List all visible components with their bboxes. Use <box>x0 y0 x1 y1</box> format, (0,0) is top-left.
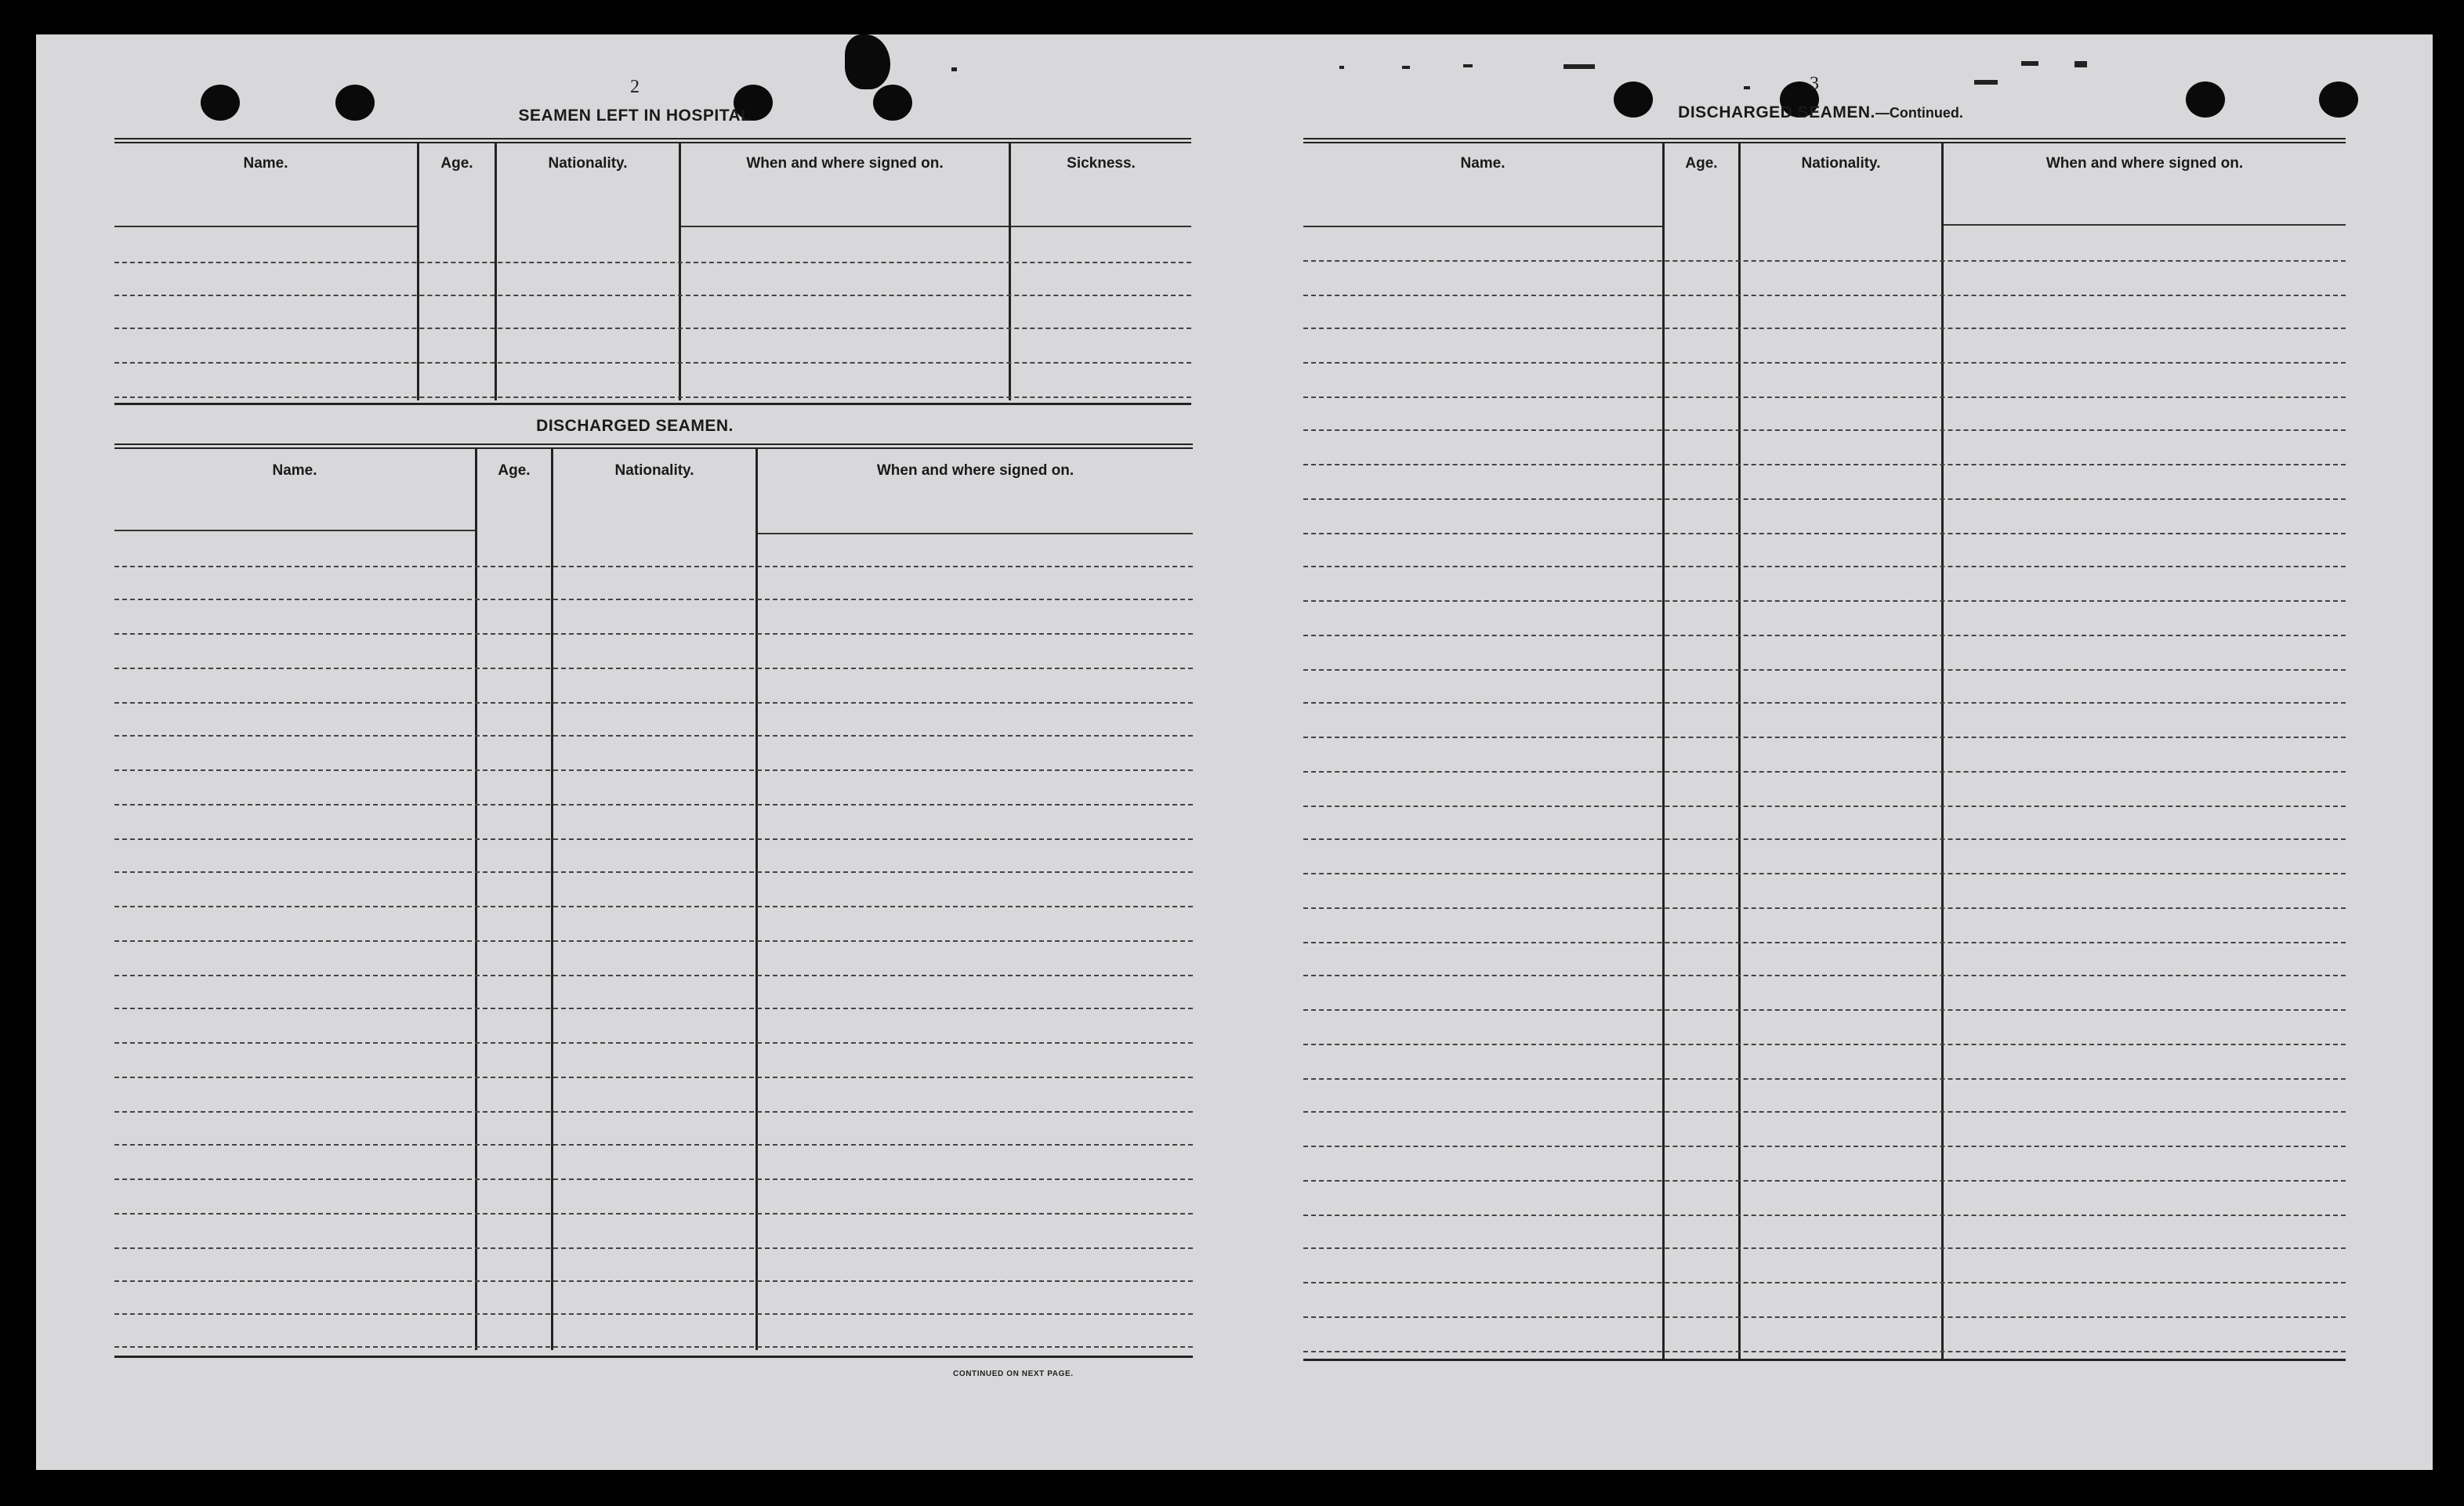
header-underline <box>114 530 475 531</box>
punch-hole <box>2186 81 2225 118</box>
page-number: 3 <box>1810 74 1819 94</box>
column-header-age: Age. <box>1685 155 1718 172</box>
entry-line <box>114 262 1191 263</box>
column-header-signed-on: When and where signed on. <box>746 155 944 172</box>
ink-speck <box>1463 64 1473 67</box>
table-top-rule <box>114 138 1191 143</box>
entry-line <box>1303 1282 2346 1283</box>
entry-line <box>114 1111 1193 1113</box>
column-divider <box>756 449 758 1350</box>
table-top-rule <box>1303 138 2346 143</box>
ink-speck <box>1974 80 1998 85</box>
column-header-name: Name. <box>1460 155 1506 172</box>
entry-line <box>1303 942 2346 943</box>
entry-line <box>114 396 1191 398</box>
hospital-table <box>114 138 1191 442</box>
entry-line <box>1303 396 2346 398</box>
punch-hole <box>2319 81 2358 118</box>
entry-line <box>114 1280 1193 1282</box>
entry-line <box>1303 328 2346 329</box>
continued-note: CONTINUED ON NEXT PAGE. <box>953 1370 1074 1378</box>
header-underline <box>758 533 1193 534</box>
punch-hole <box>335 85 375 121</box>
header-underline <box>1303 226 1662 227</box>
left-page <box>36 34 1234 1470</box>
entry-line <box>1303 533 2346 534</box>
entry-line <box>114 1144 1193 1146</box>
section-title-discharged-continued <box>1678 103 1963 122</box>
entry-line <box>1303 771 2346 773</box>
entry-line <box>1303 635 2346 636</box>
header-underline <box>681 226 1191 227</box>
entry-line <box>1303 1111 2346 1113</box>
column-header-name: Name. <box>243 155 288 172</box>
table-bottom-rule <box>114 403 1191 405</box>
entry-line <box>114 668 1193 669</box>
ink-speck <box>2021 61 2038 66</box>
entry-line <box>114 328 1191 329</box>
entry-line <box>114 838 1193 840</box>
entry-line <box>114 1042 1193 1044</box>
entry-line <box>1303 295 2346 296</box>
column-divider <box>1738 143 1741 1361</box>
entry-line <box>114 702 1193 704</box>
torn-edge-mark <box>845 34 890 89</box>
table-bottom-rule <box>1303 1359 2346 1361</box>
column-divider <box>1941 143 1944 1361</box>
entry-line <box>114 362 1191 364</box>
ink-speck <box>1744 86 1750 89</box>
entry-line <box>1303 669 2346 671</box>
entry-line <box>1303 429 2346 431</box>
entry-line <box>1303 805 2346 807</box>
column-divider <box>551 449 553 1350</box>
entry-line <box>114 1313 1193 1315</box>
ledger-sheet <box>36 34 2433 1470</box>
column-header-name: Name. <box>272 462 317 479</box>
section-title-suffix: —Continued. <box>1875 105 1963 121</box>
entry-line <box>114 295 1191 296</box>
ink-speck <box>1402 66 1410 69</box>
ink-speck <box>2074 61 2087 67</box>
punch-hole <box>201 85 240 121</box>
column-header-nationality: Nationality. <box>1801 155 1881 172</box>
entry-line <box>1303 1180 2346 1182</box>
table-top-rule <box>114 443 1193 449</box>
entry-line <box>114 1008 1193 1009</box>
header-underline <box>1944 224 2346 226</box>
column-header-nationality: Nationality. <box>614 462 694 479</box>
entry-line <box>114 1346 1193 1348</box>
entry-line <box>114 1077 1193 1078</box>
entry-line <box>1303 1316 2346 1318</box>
entry-line <box>1303 1215 2346 1216</box>
entry-line <box>114 566 1193 567</box>
entry-line <box>114 1178 1193 1180</box>
entry-line <box>114 599 1193 600</box>
entry-line <box>1303 600 2346 602</box>
entry-line <box>1303 873 2346 874</box>
column-header-signed-on: When and where signed on. <box>2045 155 2244 172</box>
entry-line <box>1303 498 2346 500</box>
entry-line <box>1303 1146 2346 1147</box>
entry-line <box>1303 838 2346 840</box>
entry-line <box>114 871 1193 873</box>
entry-line <box>1303 1009 2346 1011</box>
entry-line <box>114 975 1193 976</box>
ink-speck <box>951 67 957 71</box>
entry-line <box>114 906 1193 907</box>
entry-line <box>114 804 1193 805</box>
entry-line <box>114 1247 1193 1249</box>
punch-hole <box>873 85 912 121</box>
entry-line <box>114 769 1193 771</box>
table-bottom-rule <box>114 1356 1193 1358</box>
right-page <box>1234 34 2433 1470</box>
section-title-discharged: DISCHARGED SEAMEN. <box>536 417 734 435</box>
entry-line <box>114 940 1193 942</box>
discharged-table <box>114 443 1193 1399</box>
column-header-age: Age. <box>498 462 531 479</box>
ink-speck <box>1339 66 1344 69</box>
section-title-text: DISCHARGED SEAMEN. <box>1678 103 1875 121</box>
column-header-signed-on: When and where signed on. <box>876 462 1074 479</box>
ink-speck <box>1564 64 1595 69</box>
punch-hole <box>1614 81 1653 118</box>
entry-line <box>114 735 1193 737</box>
entry-line <box>1303 260 2346 262</box>
column-header-age: Age. <box>440 155 473 172</box>
column-header-sickness: Sickness. <box>1067 155 1136 172</box>
column-divider <box>475 449 477 1350</box>
header-underline <box>114 226 417 227</box>
column-divider <box>1662 143 1665 1361</box>
entry-line <box>1303 566 2346 567</box>
entry-line <box>1303 464 2346 465</box>
page-number: 2 <box>630 77 640 97</box>
entry-line <box>114 1213 1193 1215</box>
entry-line <box>114 633 1193 635</box>
entry-line <box>1303 362 2346 364</box>
entry-line <box>1303 1078 2346 1080</box>
entry-line <box>1303 975 2346 976</box>
entry-line <box>1303 907 2346 909</box>
column-header-nationality: Nationality. <box>548 155 628 172</box>
entry-line <box>1303 737 2346 738</box>
entry-line <box>1303 702 2346 704</box>
entry-line <box>1303 1044 2346 1045</box>
discharged-continued-table <box>1303 138 2346 1407</box>
section-title-hospital: SEAMEN LEFT IN HOSPITAL <box>518 107 752 125</box>
entry-line <box>1303 1351 2346 1352</box>
entry-line <box>1303 1247 2346 1249</box>
